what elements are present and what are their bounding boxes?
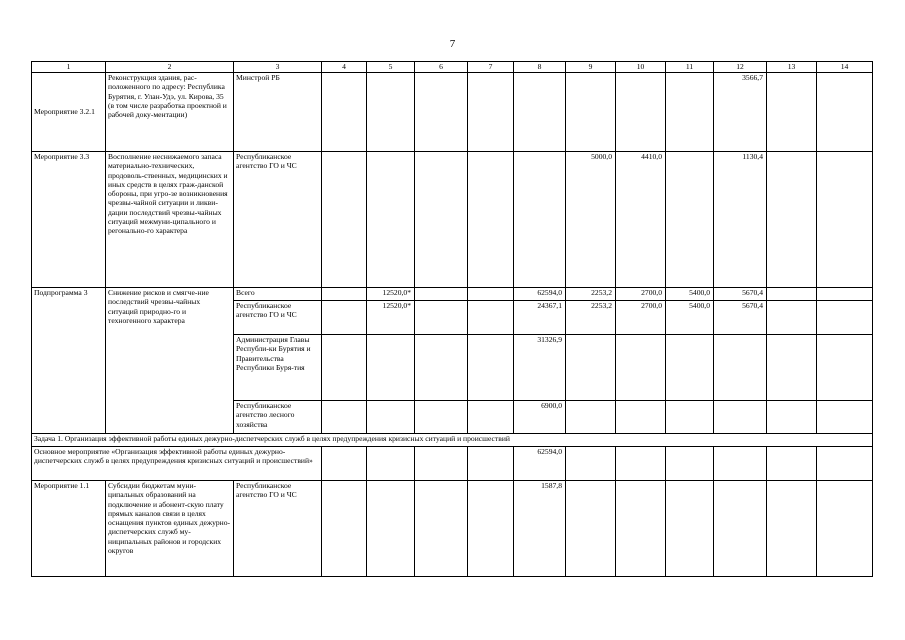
value-cell: 24367,1 xyxy=(514,301,566,335)
value-cell: 5400,0 xyxy=(666,288,714,301)
row-executor: Всего xyxy=(234,288,322,301)
col-header: 10 xyxy=(616,62,666,73)
row-label: Подпрограмма 3 xyxy=(32,288,106,434)
row-executor: Республиканское агентство ГО и ЧС xyxy=(234,301,322,335)
value-cell: 4410,0 xyxy=(616,152,666,288)
row-description: Субсидии бюджетам муни-ципальных образований на подключение и абонент-скую плату прямых каналов связи в целях оснащения пунктов единых дежурно-диспетчерских служб му-ниципальных районов и городских округов xyxy=(106,481,234,577)
value-cell: 12520,0* xyxy=(367,301,415,335)
table-row xyxy=(32,434,873,447)
col-header: 13 xyxy=(767,62,817,73)
col-header: 1 xyxy=(32,62,106,73)
table-row xyxy=(32,447,873,481)
col-header: 4 xyxy=(322,62,367,73)
main-activity-description: Основное мероприятие «Организация эффективной работы единых дежурно-диспетчерских служб в целях предупреждения кризисных ситуаций и происшествий» xyxy=(32,447,322,481)
row-description: Реконструкция здания, рас-положенного по адресу: Республика Бурятия, г. Улан-Удэ, ул. Кирова, 35 (в том числе разработка проектной и рабочей доку-ментации) xyxy=(106,73,234,152)
col-header: 7 xyxy=(468,62,514,73)
col-header: 3 xyxy=(234,62,322,73)
col-header: 14 xyxy=(817,62,873,73)
row-label: Мероприятие 1.1 xyxy=(32,481,106,577)
page-number: 7 xyxy=(449,38,456,50)
value-cell: 62594,0 xyxy=(514,447,566,481)
task-heading: Задача 1. Организация эффективной работы единых дежурно-диспетчерских служб в целях предупреждения кризисных ситуаций и происшествий xyxy=(32,434,873,447)
row-executor: Республиканское агентство ГО и ЧС xyxy=(234,481,322,577)
row-executor: Минстрой РБ xyxy=(234,73,322,152)
row-executor: Республиканское агентство ГО и ЧС xyxy=(234,152,322,288)
table-row xyxy=(32,73,873,152)
col-header: 6 xyxy=(415,62,468,73)
value-cell: 5670,4 xyxy=(714,288,767,301)
col-header: 5 xyxy=(367,62,415,73)
value-cell: 5400,0 xyxy=(666,301,714,335)
value-cell: 5000,0 xyxy=(566,152,616,288)
value-cell: 6900,0 xyxy=(514,401,566,434)
col-header: 9 xyxy=(566,62,616,73)
value-cell: 1587,8 xyxy=(514,481,566,577)
value-cell: 2700,0 xyxy=(616,301,666,335)
table-row xyxy=(32,481,873,577)
col-header: 2 xyxy=(106,62,234,73)
column-header-row xyxy=(32,62,873,73)
row-executor: Республиканское агентство лесного хозяйства xyxy=(234,401,322,434)
row-description: Снижение рисков и смягче-ние последствий чрезвы-чайных ситуаций природно-го и техногенного характера xyxy=(106,288,234,434)
row-description: Восполнение неснижаемого запаса материально-технических, продоволь-ственных, медицинских и иных средств в целях граж-данской обороны, при угро-зе возникновения чрезвы-чайной ситуации и ликви-дации последствий чрезвы-чайных ситуаций межмуни-ципального и регонально-го характера xyxy=(106,152,234,288)
table-row xyxy=(32,152,873,288)
row-executor: Администрация Главы Республи-ки Бурятия и Правительства Республики Буря-тия xyxy=(234,335,322,401)
value-cell: 62594,0 xyxy=(514,288,566,301)
value-cell: 2700,0 xyxy=(616,288,666,301)
col-header: 8 xyxy=(514,62,566,73)
col-header: 12 xyxy=(714,62,767,73)
value-cell: 1130,4 xyxy=(714,152,767,288)
col-header: 11 xyxy=(666,62,714,73)
row-label: Мероприятие 3.3 xyxy=(32,152,106,288)
value-cell: 5670,4 xyxy=(714,301,767,335)
value-cell: 2253,2 xyxy=(566,288,616,301)
value-cell: 2253,2 xyxy=(566,301,616,335)
value-cell: 12520,0* xyxy=(367,288,415,301)
budget-table xyxy=(31,61,873,577)
table-row xyxy=(32,288,873,301)
value-cell: 31326,9 xyxy=(514,335,566,401)
value-cell: 3566,7 xyxy=(714,73,767,152)
row-label: Мероприятие 3.2.1 xyxy=(32,73,106,152)
